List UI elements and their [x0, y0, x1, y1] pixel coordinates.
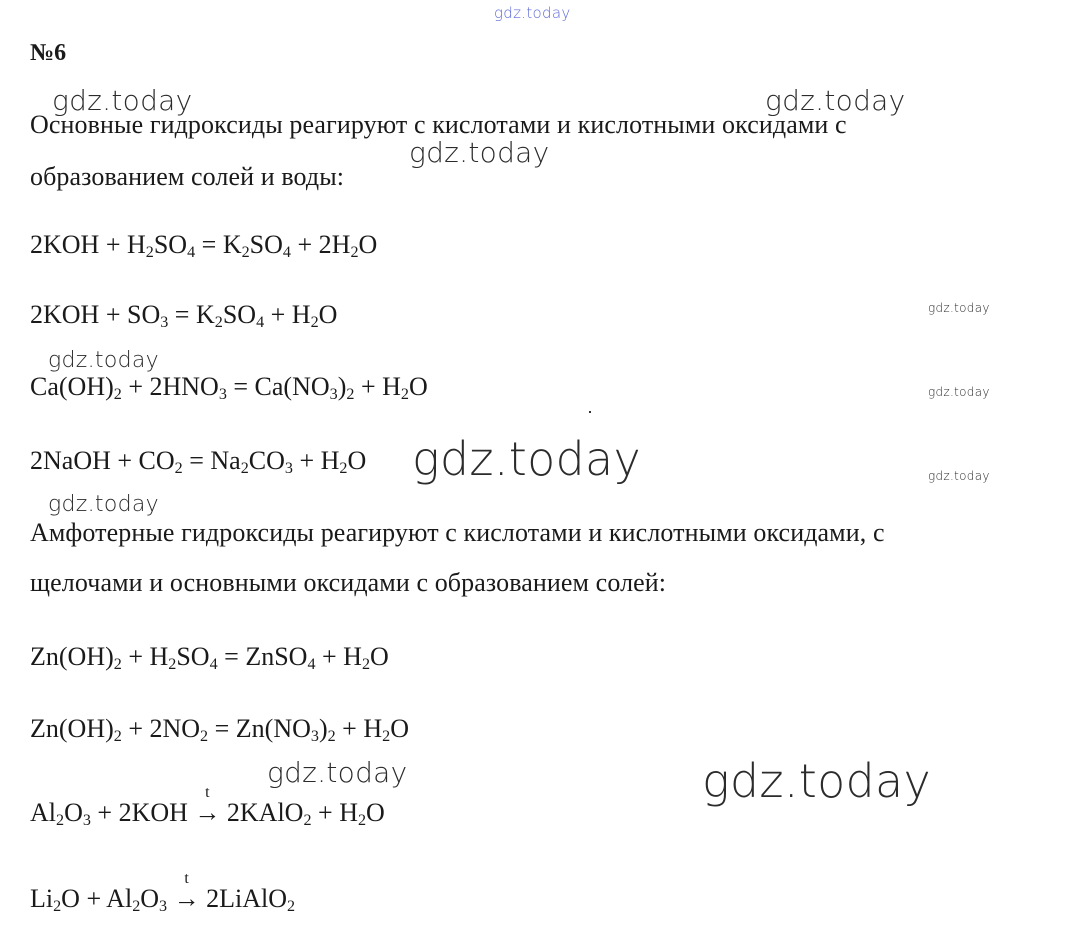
watermark: gdz.today	[765, 84, 906, 117]
subscript: 4	[307, 656, 316, 674]
subscript: 2	[53, 898, 62, 916]
subscript: 2	[174, 460, 183, 478]
heating-arrow: t →	[194, 784, 221, 827]
subscript: 2	[310, 314, 319, 332]
task-number-title: №6	[30, 40, 67, 66]
subscript: 2	[346, 386, 355, 404]
subscript: 4	[187, 244, 196, 262]
watermark: gdz.today	[48, 492, 159, 517]
watermark: gdz.today	[928, 469, 990, 483]
equation-5: $Zn(OH)_2 + H_2SO_4$ = ZnSO$_4$ + $H_2O$	[30, 642, 389, 674]
speck	[589, 411, 591, 413]
watermark: gdz.today	[48, 348, 159, 373]
subscript: 4	[256, 314, 265, 332]
paragraph-amphoteric-line2: щелочами и основными оксидами с образованием солей:	[30, 568, 667, 597]
paragraph-amphoteric-line1: Амфотерные гидроксиды реагируют с кислотами и кислотными оксидами, с	[30, 518, 885, 547]
equation-6: $Zn(OH)_2 + 2NO_2 = Zn(NO_3)_2 + H_2O$	[30, 714, 409, 746]
subscript: 2	[168, 656, 177, 674]
subscript: 2	[303, 812, 312, 830]
subscript: 2	[327, 728, 336, 746]
watermark: gdz.today	[412, 432, 642, 486]
watermark: gdz.today	[928, 301, 990, 315]
equation-8: $Li_2O + Al_2O_3$ t → 2LiAlO$_2$	[30, 870, 296, 916]
equation-2: $2KOH + SO_3 = K_2SO_4 + H_2O$	[30, 300, 338, 332]
watermark: gdz.today	[409, 136, 550, 169]
heating-arrow: t →	[173, 870, 200, 913]
subscript: 2	[200, 728, 209, 746]
heat-label: t	[205, 784, 210, 802]
subscript: 2	[357, 812, 367, 830]
subscript: 3	[160, 314, 169, 332]
subscript: 2	[132, 898, 141, 916]
subscript: 2	[113, 656, 122, 674]
subscript: 2	[400, 386, 409, 404]
watermark: gdz.today	[702, 754, 932, 808]
equation-1: $2KOH + H_2SO_4 = K_2SO_4 + 2H_2O$	[30, 230, 378, 262]
paragraph-basic-line1: Основные гидроксиды реагируют с кислотами и кислотными оксидами с	[30, 110, 847, 139]
equation-7: $Al_2O_3 + 2KOH$ t → 2KAlO$_2$ + $H_2O$	[30, 784, 385, 830]
equation-3: $Ca(OH)_2 + 2HNO_3 = Ca(NO_3)_2 + H_2O$	[30, 372, 428, 404]
heat-label: t	[184, 870, 189, 888]
paragraph-basic-line2: образованием солей и воды:	[30, 162, 345, 191]
watermark: gdz.today	[928, 385, 990, 399]
subscript: 4	[282, 244, 291, 262]
subscript: 2	[382, 728, 391, 746]
subscript: 2	[241, 244, 250, 262]
subscript: 2	[350, 244, 359, 262]
equation-4: 2NaOH + $CO_2 = Na_2CO_3 + H_2O$	[30, 446, 367, 478]
watermark-top: gdz.today	[494, 4, 571, 22]
subscript: 3	[284, 460, 293, 478]
subscript: 2	[145, 244, 154, 262]
subscript: 3	[329, 386, 338, 404]
subscript: 2	[286, 898, 296, 916]
watermark: gdz.today	[267, 756, 408, 789]
subscript: 4	[209, 656, 218, 674]
subscript: 2	[56, 812, 65, 830]
subscript: 3	[218, 386, 227, 404]
subscript: 2	[339, 460, 348, 478]
subscript: 2	[113, 728, 122, 746]
subscript: 2	[240, 460, 249, 478]
subscript: 3	[310, 728, 319, 746]
subscript: 2	[361, 656, 371, 674]
subscript: 2	[214, 314, 223, 332]
subscript: 2	[113, 386, 122, 404]
subscript: 3	[82, 812, 91, 830]
subscript: 3	[159, 898, 168, 916]
watermark: gdz.today	[52, 84, 193, 117]
